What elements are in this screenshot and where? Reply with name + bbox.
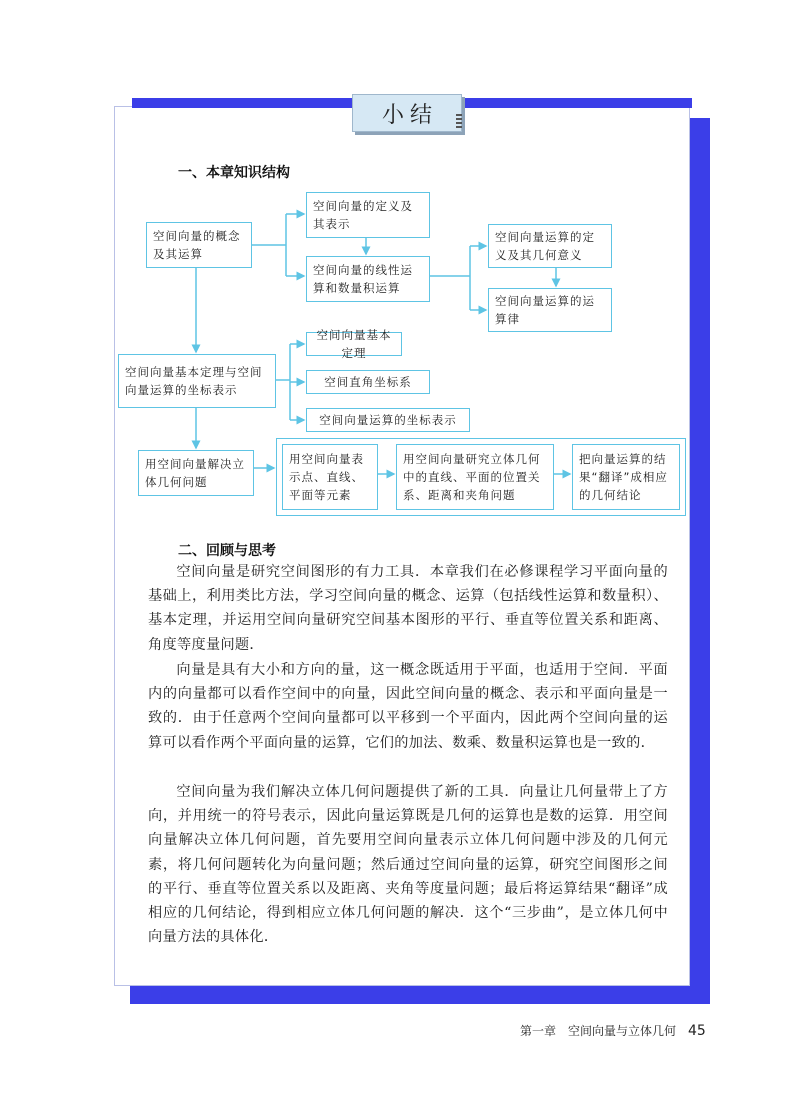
box-operation-definition	[488, 224, 612, 268]
box-concept-text: 空间向量的概念及其运算	[153, 229, 241, 261]
box-rect-coordinate-system	[306, 370, 430, 394]
box-operation-laws	[488, 288, 612, 332]
box-theorem-coordinates	[118, 354, 276, 408]
paragraph-3: 空间向量为我们解决立体几何问题提供了新的工具．向量让几何量带上了方向，并用统一的符号表示，因此向量运算既是几何的运算也是数的运算．用空间向量解决立体几何问题，首先要用空间向量表示立体几何问题中涉及的几何元素，将几何问题转化为向量问题；然后通过空间向量的运算，研究空间图形之间的平行、垂直等位置关系以及距离、夹角等度量问题；最后将运算结果“翻译”成相应的几何结论，得到相应立体几何问题的解决．这个“三步曲”，是立体几何中向量方法的具体化．	[148, 784, 668, 946]
box-basic-theorem	[306, 328, 402, 360]
box-step2-text: 用空间向量研究立体几何中的直线、平面的位置关系、距离和夹角问题	[403, 452, 541, 502]
box-theorem-coordinates-text: 空间向量基本定理与空间向量运算的坐标表示	[125, 365, 263, 397]
title-tab	[352, 94, 462, 132]
box-solve-problems	[138, 450, 254, 496]
box-linear-operations	[306, 256, 430, 302]
box-step1-text: 用空间向量表示点、直线、平面等元素	[289, 452, 364, 502]
box-definition-text: 空间向量的定义及其表示	[313, 199, 413, 231]
box-concept	[146, 222, 252, 268]
footer-chapter: 第一章 空间向量与立体几何	[520, 1024, 677, 1038]
box-rect-coordinate-system-text: 空间直角坐标系	[324, 375, 412, 389]
page-number: 45	[688, 1023, 706, 1039]
box-step2	[396, 444, 554, 510]
box-step1	[282, 444, 378, 510]
box-solve-problems-text: 用空间向量解决立体几何问题	[145, 457, 245, 489]
box-operation-definition-text: 空间向量运算的定义及其几何意义	[495, 230, 595, 262]
box-definition	[306, 192, 430, 238]
section2-heading: 二、回顾与思考	[178, 543, 276, 559]
box-step3-text: 把向量运算的结果“翻译”成相应的几何结论	[579, 452, 668, 502]
tab-decoration	[456, 114, 462, 128]
box-basic-theorem-text: 空间向量基本定理	[316, 328, 392, 360]
paragraph-2: 向量是具有大小和方向的量，这一概念既适用于平面，也适用于空间．平面内的向量都可以看作空间中的向量，因此空间向量的概念、表示和平面向量是一致的．由于任意两个空间向量都可以平移到一个平面内，因此两个空间向量的运算可以看作两个平面向量的运算，它们的加法、数乘、数量积运算也是一致的．	[148, 662, 668, 751]
paragraph-1: 空间向量是研究空间图形的有力工具．本章我们在必修课程学习平面向量的基础上，利用类比方法，学习空间向量的概念、运算（包括线性运算和数量积）、基本定理，并运用空间向量研究空间基本图形的平行、垂直等位置关系和距离、角度等度量问题．	[148, 564, 668, 653]
box-coordinate-representation	[306, 408, 470, 432]
page-footer	[520, 1022, 706, 1039]
section1-heading: 一、本章知识结构	[178, 165, 290, 181]
box-linear-operations-text: 空间向量的线性运算和数量积运算	[313, 263, 413, 295]
box-step3	[572, 444, 680, 510]
box-coordinate-representation-text: 空间向量运算的坐标表示	[319, 413, 457, 427]
box-operation-laws-text: 空间向量运算的运算律	[495, 294, 595, 326]
page-title: 小结	[381, 102, 438, 128]
